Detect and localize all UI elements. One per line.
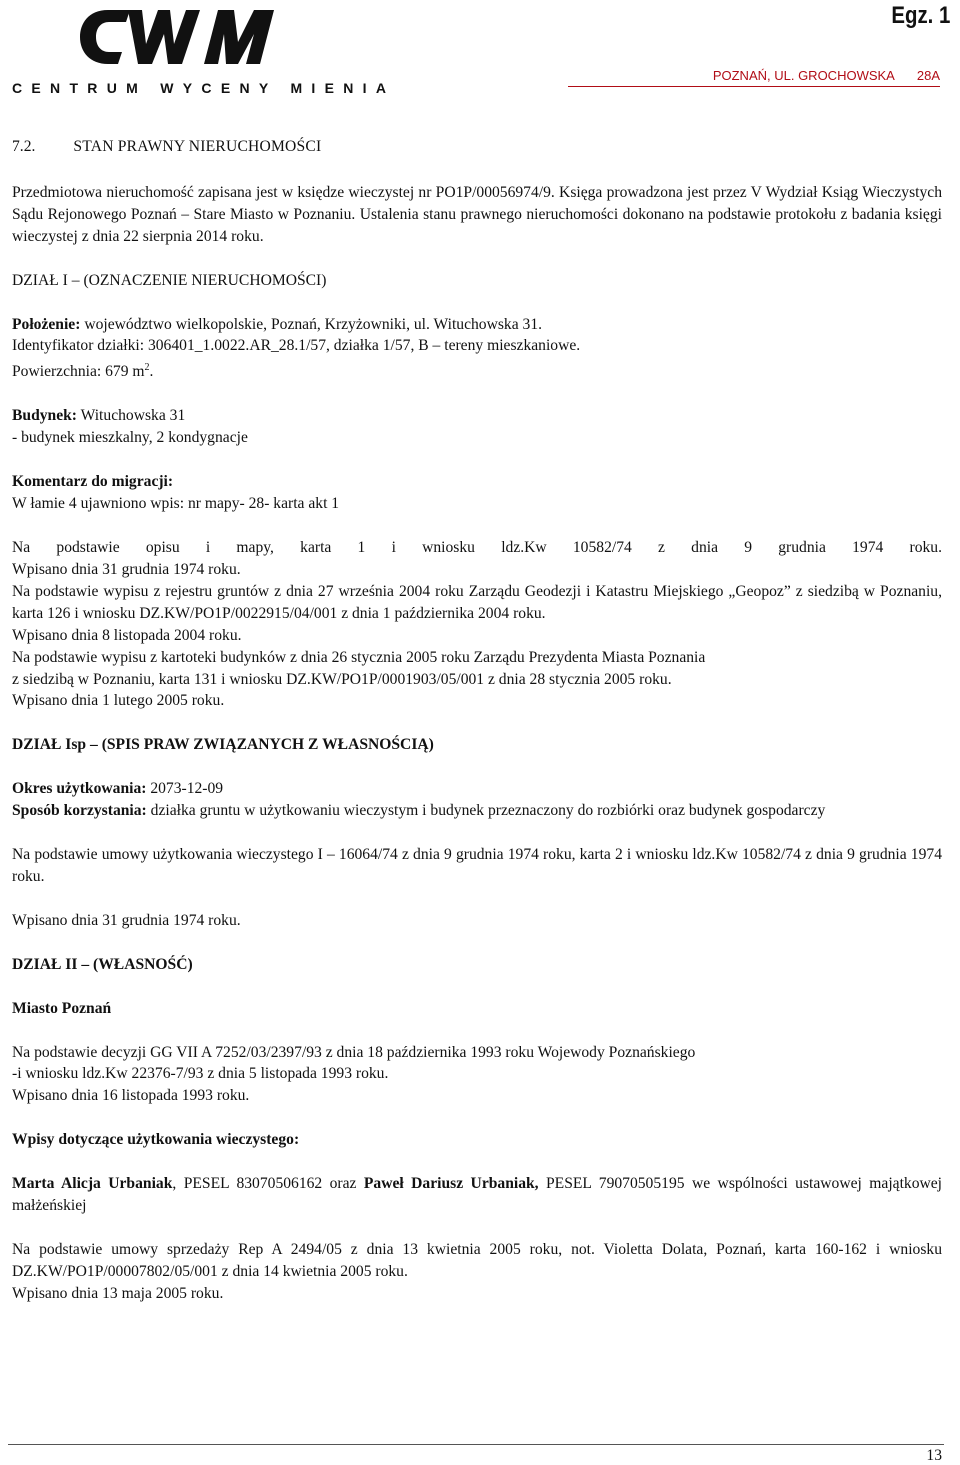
logo-subtitle: CENTRUM WYCENY MIENIA xyxy=(12,80,396,96)
usage-label: Sposób korzystania: xyxy=(12,802,147,820)
person1-name: Marta Alicja Urbaniak xyxy=(12,1175,173,1193)
decision-line2: -i wniosku ldz.Kw 22376-7/93 z dnia 5 listopada 1993 roku. xyxy=(12,1065,389,1083)
header-address xyxy=(713,68,940,83)
sale-entry: Wpisano dnia 13 maja 2005 roku. xyxy=(12,1284,224,1302)
page-number: 13 xyxy=(926,1447,942,1464)
address-number: 28A xyxy=(916,68,940,83)
intro-paragraph: Przedmiotowa nieruchomość zapisana jest w księdze wieczystej nr PO1P/00056974/9. Księga prowadzona jest przez V Wydział Ksiąg Wieczystych Sądu Rejonowego Poznań – Stare Miasto w Poznaniu. Ustalenia stanu prawnego nieruchomości dokonano na podstawie protokołu z badania księgi wieczystej z dnia 22 sierpnia 2014 roku. xyxy=(12,183,942,245)
address-street: POZNAŃ, UL. GROCHOWSKA xyxy=(712,68,895,83)
owners-line xyxy=(12,1173,942,1217)
period-value: 2073-12-09 xyxy=(146,780,224,798)
copy-number: Egz. 1 xyxy=(891,2,950,29)
area-end: . xyxy=(149,363,154,381)
period-line xyxy=(12,778,942,800)
building-line xyxy=(12,405,942,427)
area-line xyxy=(12,357,942,383)
basis2: Na podstawie wypisu z rejestru gruntów z dnia 27 września 2004 roku Zarządu Geodezji i Katastru Miejskiego „Geopoz” z siedzibą w Poznaniu, karta 126 i wniosku DZ.KW/PO1P/0022915/04/001 z dnia 1 października 2004 roku. xyxy=(12,582,942,622)
basis3-line1: Na podstawie wypisu z kartoteki budynków z dnia 26 stycznia 2005 roku Zarządu Prezydenta Miasta Poznania xyxy=(12,648,706,666)
basis3-line2: z siedzibą w Poznaniu, karta 131 i wniosku DZ.KW/PO1P/0001903/05/001 z dnia 28 stycznia 2005 roku. xyxy=(12,670,672,688)
location-label: Położenie: xyxy=(12,315,81,333)
cwm-logo xyxy=(78,6,278,68)
section-number: 7.2. xyxy=(12,138,36,155)
comment-value: W łamie 4 ujawniono wpis: nr mapy- 28- karta akt 1 xyxy=(12,495,340,513)
sale-text: Na podstawie umowy sprzedaży Rep A 2494/05 z dnia 13 kwietnia 2005 roku, not. Violetta Dolata, Poznań, karta 160-162 i wniosku DZ.KW/PO1P/00007802/05/001 z dnia 14 kwietnia 2005 roku. xyxy=(12,1241,942,1280)
area-text: Powierzchnia: 679 m xyxy=(12,363,145,381)
building-label: Budynek: xyxy=(12,407,78,425)
location-line xyxy=(12,314,942,336)
basis3-entry: Wpisano dnia 1 lutego 2005 roku. xyxy=(12,692,225,710)
section-heading xyxy=(12,136,942,158)
location-value: województwo wielkopolskie, Poznań, Krzyżowniki, ul. Wituchowska 31. xyxy=(80,315,543,333)
area-sup: 2 xyxy=(144,362,150,374)
decision-entry: Wpisano dnia 16 listopada 1993 roku. xyxy=(12,1087,250,1105)
usage-line xyxy=(12,800,942,822)
owner-name: Miasto Poznań xyxy=(12,999,112,1017)
identifier-line: Identyfikator działki: 306401_1.0022.AR_28.1/57, działka 1/57, B – tereny mieszkaniowe. xyxy=(12,337,581,355)
comment-label: Komentarz do migracji: xyxy=(12,473,174,491)
period-label: Okres użytkowania: xyxy=(12,780,147,798)
document-body xyxy=(12,134,942,1305)
header-rule xyxy=(568,86,940,87)
basis2-entry: Wpisano dnia 8 listopada 2004 roku. xyxy=(12,626,242,644)
usage-value: działka gruntu w użytkowaniu wieczystym i budynek przeznaczony do rozbiórki oraz budynek gospodarczy xyxy=(146,802,826,820)
basis1-line1: Na podstawie opisu i mapy, karta 1 i wniosku ldz.Kw 10582/74 z dnia 9 grudnia 1974 roku. xyxy=(12,539,942,557)
contract-entry: Wpisano dnia 31 grudnia 1974 roku. xyxy=(12,911,241,929)
pesel2-text: PESEL 79070505195 we wspólności ustawowej majątkowej małżeńskiej xyxy=(12,1175,943,1215)
dzial2-heading: DZIAŁ II – (WŁASNOŚĆ) xyxy=(12,955,193,973)
dzialIsp-heading: DZIAŁ Isp – (SPIS PRAW ZWIĄZANYCH Z WŁASNOŚCIĄ) xyxy=(12,736,434,754)
pesel1-text: , PESEL 83070506162 oraz xyxy=(172,1175,364,1193)
contract-text: Na podstawie umowy użytkowania wieczystego I – 16064/74 z dnia 9 grudnia 1974 roku, karta 2 i wniosku ldz.Kw 10582/74 z dnia 9 grudnia 1974 roku. xyxy=(12,846,942,885)
building-value: Wituchowska 31 xyxy=(77,407,186,425)
footer-rule xyxy=(8,1444,944,1445)
section-title: STAN PRAWNY NIERUCHOMOŚCI xyxy=(73,138,322,155)
page-header xyxy=(0,0,960,110)
perpetual-heading: Wpisy dotyczące użytkowania wieczystego: xyxy=(12,1131,300,1149)
person2-name: Paweł Dariusz Urbaniak, xyxy=(363,1175,539,1193)
basis1-line2: Wpisano dnia 31 grudnia 1974 roku. xyxy=(12,560,241,578)
decision-line1: Na podstawie decyzji GG VII A 7252/03/2397/93 z dnia 18 października 1993 roku Wojewody Poznańskiego xyxy=(12,1043,696,1061)
building-desc: - budynek mieszkalny, 2 kondygnacje xyxy=(12,429,248,447)
dzial1-heading: DZIAŁ I – (OZNACZENIE NIERUCHOMOŚCI) xyxy=(12,271,327,289)
